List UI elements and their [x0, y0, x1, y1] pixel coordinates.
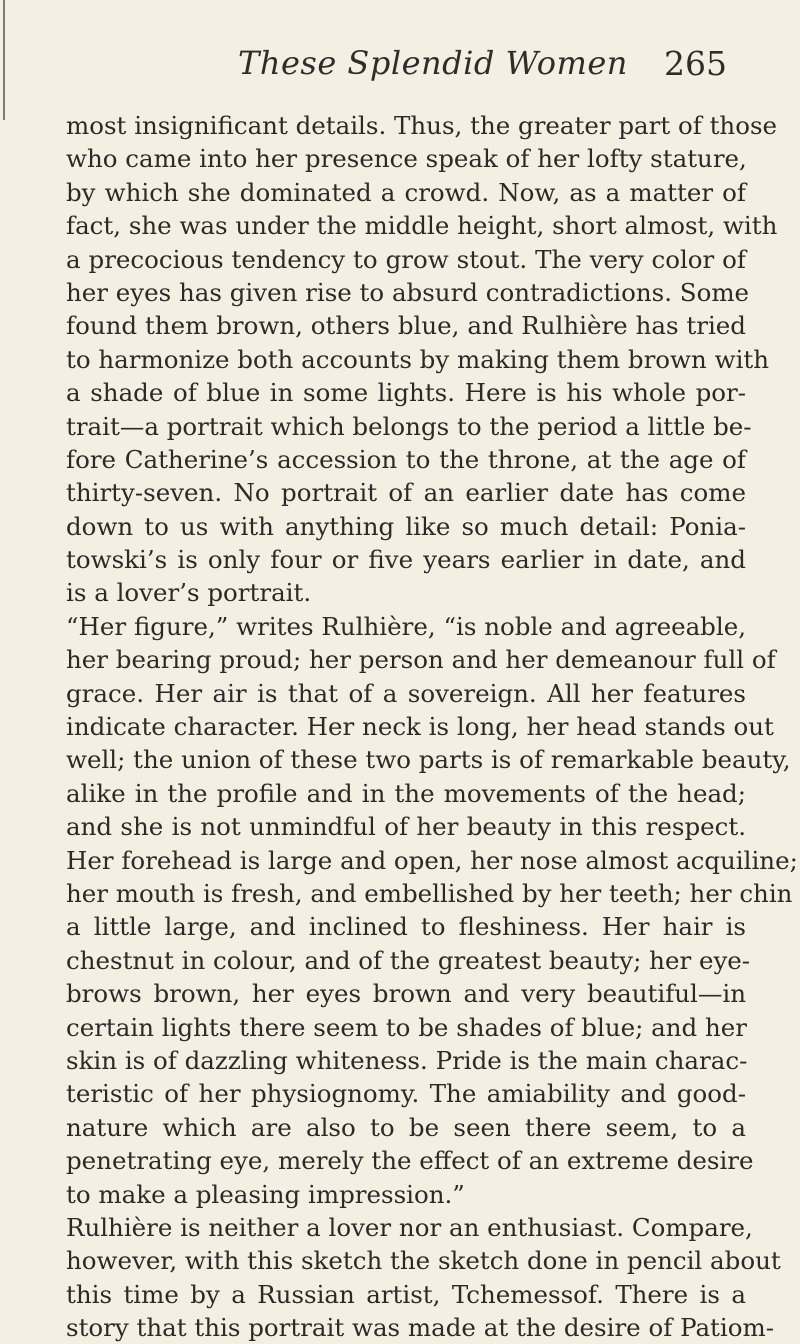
- text-line: teristic of her physiognomy. The amiability and good-: [66, 1079, 746, 1109]
- text-line: to make a pleasing impression.”: [66, 1179, 465, 1209]
- text-line: down to us with anything like so much detail: Ponia-: [66, 511, 746, 541]
- text-line: alike in the profile and in the movements of the head;: [66, 778, 746, 808]
- text-line: her bearing proud; her person and her demeanour full of: [66, 645, 776, 675]
- text-line: found them brown, others blue, and Rulhière has tried: [66, 311, 746, 341]
- text-line: trait—a portrait which belongs to the period a little be-: [66, 411, 752, 441]
- text-line: by which she dominated a crowd. Now, as a matter of: [66, 177, 746, 207]
- text-line: nature which are also to be seen there seem, to a: [66, 1112, 746, 1142]
- text-line: skin is of dazzling whiteness. Pride is the main charac-: [66, 1045, 748, 1075]
- text-line: Rulhière is neither a lover nor an enthusiast. Compare,: [66, 1212, 753, 1242]
- text-line: chestnut in colour, and of the greatest beauty; her eye-: [66, 945, 751, 975]
- text-line: her eyes has given rise to absurd contradictions. Some: [66, 277, 750, 307]
- text-line: to harmonize both accounts by making them brown with: [66, 344, 770, 374]
- text-line: who came into her presence speak of her lofty stature,: [66, 144, 747, 174]
- page-number: 265: [664, 44, 727, 83]
- text-line: a little large, and inclined to fleshiness. Her hair is: [66, 912, 746, 942]
- text-line: thirty-seven. No portrait of an earlier date has come: [66, 478, 746, 508]
- text-line: Her forehead is large and open, her nose almost acquiline;: [66, 845, 798, 875]
- text-line: this time by a Russian artist, Tchemessof. There is a: [66, 1279, 746, 1309]
- text-line: certain lights there seem to be shades of blue; and her: [66, 1012, 747, 1042]
- text-line: her mouth is fresh, and embellished by her teeth; her chin: [66, 878, 793, 908]
- text-line: and she is not unmindful of her beauty in this respect.: [66, 812, 746, 842]
- text-line: most insignificant details. Thus, the greater part of those: [66, 111, 778, 140]
- text-line: penetrating eye, merely the effect of an extreme desire: [66, 1146, 754, 1176]
- text-line: a shade of blue in some lights. Here is his whole por-: [66, 378, 746, 408]
- text-line: is a lover’s portrait.: [66, 578, 312, 608]
- text-line: a precocious tendency to grow stout. The very color of: [66, 244, 746, 274]
- text-line: towski’s is only four or five years earlier in date, and: [66, 545, 746, 575]
- running-head: [0, 44, 800, 94]
- text-line: “Her figure,” writes Rulhière, “is noble and agreeable,: [66, 611, 746, 641]
- body-text: [66, 109, 798, 1344]
- text-line: indicate character. Her neck is long, her head stands out: [66, 712, 774, 742]
- running-title: These Splendid Women: [238, 44, 628, 82]
- text-line: brows brown, her eyes brown and very beautiful—in: [66, 979, 746, 1009]
- text-line: story that this portrait was made at the desire of Patiom-: [66, 1313, 774, 1343]
- text-line: grace. Her air is that of a sovereign. All her features: [66, 678, 746, 708]
- text-line: fore Catherine’s accession to the throne, at the age of: [66, 444, 746, 474]
- text-line: however, with this sketch the sketch done in pencil about: [66, 1246, 781, 1276]
- text-line: well; the union of these two parts is of remarkable beauty,: [66, 745, 791, 775]
- text-line: fact, she was under the middle height, short almost, with: [66, 211, 778, 241]
